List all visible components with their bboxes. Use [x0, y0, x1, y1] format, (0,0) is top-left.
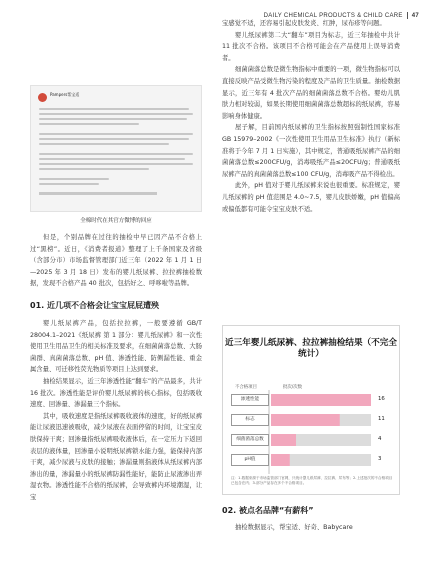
screenshot-text-line: [39, 168, 149, 170]
paragraph: 细菌菌落总数是微生物指标中重要的一项，微生物指标可以直接反映产品受微生物污染的程度及产品的卫生质量。抽检数据显示，近三年有 4 批次产品的细菌菌落总数不合格。婴幼儿肌肤力相对较弱，如果长期使用细菌菌落总数超标的纸尿裤，容易影响身体健康。: [222, 66, 400, 120]
screenshot-text-line: [39, 178, 109, 180]
paragraph: 抽检数据显示，帮宝适、好奇、Babycare: [235, 524, 353, 531]
section-heading-2: 02. 被点名品牌“有薪科”: [222, 506, 314, 515]
screenshot-text-line: [39, 133, 193, 135]
screenshot-caption: 全棉时代在其官方微博的回应: [80, 218, 152, 224]
screenshot-text-line: [39, 192, 157, 195]
left-intro-paragraph: [30, 232, 202, 290]
screenshot-text-line: [39, 183, 99, 185]
chart-category-label: pH值: [231, 454, 269, 466]
chart-category-label: 标志: [231, 414, 269, 426]
chart-value-label: 3: [378, 456, 382, 462]
chart-value-label: 11: [378, 416, 385, 422]
paragraph: 宝感觉不适，还容易引起皮肤发炎、红肿，尿布疹等问题。: [222, 20, 386, 27]
chart-column-header-item: 不合格项目: [235, 385, 257, 390]
avatar: [38, 93, 47, 102]
section-heading-1: 01. 近几项不合格会让宝宝屁屁遭殃: [30, 301, 159, 310]
paragraph: 婴儿纸尿裤第二大“翻车”项目为标志，近三年抽检中共计 11 批次不合格。该项目不合格可能会在产品使用上误导消费者。: [222, 31, 400, 62]
chart-value-label: 16: [378, 396, 385, 402]
account-name: Pampers帮宝适: [50, 92, 80, 97]
chart-bar: [271, 394, 371, 406]
chart-category-label: 细菌菌落总数: [231, 434, 269, 446]
paragraph: 此外，pH 值对于婴儿纸尿裤来说也很重要。标准规定，婴儿纸尿裤的 pH 值范围是 4.0~7.5，婴儿皮肤娇嫩，pH 值偏高或偏低都有可能令宝宝皮肤不适。: [222, 182, 400, 213]
right-body-text: [222, 18, 400, 215]
paragraph: 其中，吸收速度是指纸尿裤吸收液体的速度，好的纸尿裤能让尿液迅速被吸收，减少尿液在表面停留的时间，让宝宝皮肤保持干爽；回渗量指纸尿裤吸收液体后，在一定压力下返回表层的液体量，回渗量小说明纸尿裤锁水能力强，能保持内部干爽，减少尿液与皮肤的接触；渗漏量则指液体从纸尿裤内部渗出的量，渗漏量小的纸尿裤防漏性能好，能防止尿液渗出弄湿衣物。渗透性能不合格的纸尿裤，会导致裤内环境潮湿，让宝: [30, 412, 202, 501]
chart-bars-svg: [223, 326, 401, 496]
chart-bar: [271, 454, 290, 466]
chart-title: 近三年婴儿纸尿裤、拉拉裤抽检结果（不完全统计）: [225, 338, 397, 359]
screenshot-text-line: [39, 108, 189, 110]
chart-bar: [271, 434, 296, 446]
chart-bar: [271, 414, 340, 426]
left-body-text: [30, 318, 202, 504]
screenshot-text-line: [39, 143, 169, 145]
paragraph: 屋子解，目前国内纸尿裤的卫生指标按照强制性国家标准 GB 15979–2002《一次性使用卫生用品卫生标准》执行（新标准将于今年 7 月 1 日实施），其中规定，普通吸纸尿裤产品的细菌菌落总数≤200CFU/g，消毒吸纸产品≤20CFU/g；普通吸纸尿裤产品的真菌菌落总数≤100 CFU/g，消毒吸产品不得检出。: [222, 124, 400, 178]
chart-category-label: 渗透性能: [231, 394, 269, 406]
screenshot-text-line: [39, 118, 187, 120]
screenshot-text-line: [39, 113, 193, 115]
chart-value-label: 4: [378, 436, 382, 442]
screenshot-text-line: [39, 123, 139, 125]
screenshot-text-line: [39, 163, 193, 165]
paragraph: 抽检结果显示，近三年渗透性能“翻车”的产品最多，共计 16 批次。渗透性能是评价婴儿纸尿裤的核心指标，包括吸收速度、回渗量、渗漏量三个指标。: [30, 377, 202, 409]
inspection-results-chart: [222, 325, 400, 495]
chart-footnote: 注：1.数据来源于市场监管部门官网，只统计婴儿纸尿裤、拉拉裤、尿布等；2.上述批次的不合格项目已包含在内；3.部分产品存在多个不合格项目。: [231, 476, 393, 485]
weibo-screenshot: [30, 85, 202, 212]
magazine-section-title: DAILY CHEMICAL PRODUCTS & CHILD CARE: [263, 12, 403, 19]
screenshot-text-line: [39, 138, 189, 140]
paragraph: 婴儿纸尿裤产品，包括拉拉裤，一般要遵循 GB/T 28004.1–2021《纸尿裤 第 1 部分：婴儿纸尿裤》和一次性使用卫生用品卫生的相关标准及要求，在细菌菌落总数、大肠菌群、真菌菌落总数、pH 值、渗透性能、防侧漏性能、重金属含量、可迁移性荧光物质等项目上达到要求。: [30, 320, 202, 374]
chart-column-header-count: 批次/次数: [283, 385, 303, 390]
header-divider: [407, 12, 408, 19]
right-closing-text: [222, 522, 400, 534]
paragraph: 但是，个别品牌在过往的抽检中早已因产品不合格上过“黑榜”。近日，《消费者报道》整理了上千条国家及省级（含部分市）市场监督管理部门近三年（2022 年 1 月 1 日—2025 年 3 月 18 日）发布的婴儿纸尿裤、拉拉裤抽检数据，发现不合格产品 40 批次，包括好之、呼哆啦等品牌。: [30, 234, 202, 288]
page-number: 47: [411, 12, 419, 19]
screenshot-text-line: [39, 158, 185, 160]
screenshot-text-line: [39, 153, 193, 155]
